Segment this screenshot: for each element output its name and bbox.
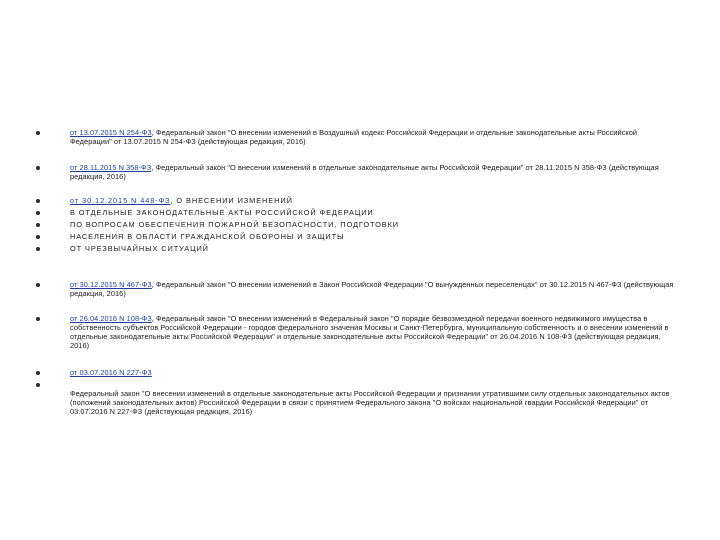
amendment-description: , О ВНЕСЕНИИ ИЗМЕНЕНИЙ — [170, 196, 293, 205]
amendment-link[interactable]: от 28.11.2015 N 358-ФЗ — [70, 163, 152, 172]
amendment-line-text: ОТ ЧРЕЗВЫЧАЙНЫХ СИТУАЦИЙ — [70, 244, 209, 253]
bullet-icon — [36, 131, 40, 135]
amendment-link[interactable]: от 30.12.2015 N 448-ФЗ — [70, 196, 171, 205]
amendment-line-text: В ОТДЕЛЬНЫЕ ЗАКОНОДАТЕЛЬНЫЕ АКТЫ РОССИЙСКОЙ ФЕДЕРАЦИИ — [70, 208, 374, 217]
bullet-icon — [36, 317, 40, 321]
amendment-link[interactable]: от 26.04.2016 N 108-ФЗ — [70, 314, 152, 323]
amendment-text — [70, 280, 676, 298]
bullet-icon — [36, 383, 40, 387]
amendment-description: , Федеральный закон "О внесении изменений в Федеральный закон "О порядке безвозмездной передачи военного недвижимого имущества в собственность субъектов Российской Федерации - городов федерального значения Москвы и Санкт-Петербурга, муниципальную собственность и о внесении изменений в отдельные законодательные акты Российской Федерации" и отдельные законодательные акты Российской Федерации" от 26.04.2016 N 108-ФЗ (действующая редакция, 2016) — [70, 314, 669, 350]
bullet-icon — [36, 199, 40, 203]
bullet-icon — [36, 283, 40, 287]
amendment-text — [70, 196, 676, 205]
amendment-description: Федеральный закон "О внесении изменений в отдельные законодательные акты Российской Федерации и признании утратившими силу отдельных законодательных актов (положений законодательных актов) Российской Федерации в связи с принятием Федерального закона "О войсках национальной гвардии Российской Федерации" от 03.07.2016 N 227-ФЗ (действующая редакция, 2016) — [70, 389, 670, 416]
amendment-link[interactable]: от 13.07.2015 N 254-ФЗ — [70, 128, 152, 137]
amendment-text — [70, 368, 676, 377]
bullet-icon — [36, 371, 40, 375]
amendment-link[interactable]: от 03.07.2016 N 227-ФЗ — [70, 368, 152, 377]
bullet-icon — [36, 223, 40, 227]
bullet-icon — [36, 235, 40, 239]
amendment-description: , Федеральный закон "О внесении изменений в Воздушный кодекс Российской Федерации и отдельные законодательные акты Российской Федерации" от 13.07.2015 N 254-ФЗ (действующая редакция, 2016) — [70, 128, 638, 146]
amendment-link[interactable]: от 30.12.2015 N 467-ФЗ — [70, 280, 152, 289]
amendment-text — [70, 163, 676, 181]
bullet-icon — [36, 211, 40, 215]
amendment-description: , Федеральный закон "О внесении изменений в Закон Российской Федерации "О вынужденных переселенцах" от 30.12.2015 N 467-ФЗ (действующая редакция, 2016) — [70, 280, 674, 298]
amendment-text — [70, 128, 676, 146]
amendment-text — [70, 314, 676, 350]
amendment-line-text: НАСЕЛЕНИЯ В ОБЛАСТИ ГРАЖДАНСКОЙ ОБОРОНЫ И ЗАЩИТЫ — [70, 232, 345, 241]
bullet-icon — [36, 166, 40, 170]
bullet-icon — [36, 247, 40, 251]
amendment-description: , Федеральный закон "О внесении изменений в отдельные законодательные акты Российской Федерации" от 28.11.2015 N 358-ФЗ (действующая редакция, 2016) — [70, 163, 659, 181]
amendment-line-text: ПО ВОПРОСАМ ОБЕСПЕЧЕНИЯ ПОЖАРНОЙ БЕЗОПАСНОСТИ, ПОДГОТОВКИ — [70, 220, 400, 229]
